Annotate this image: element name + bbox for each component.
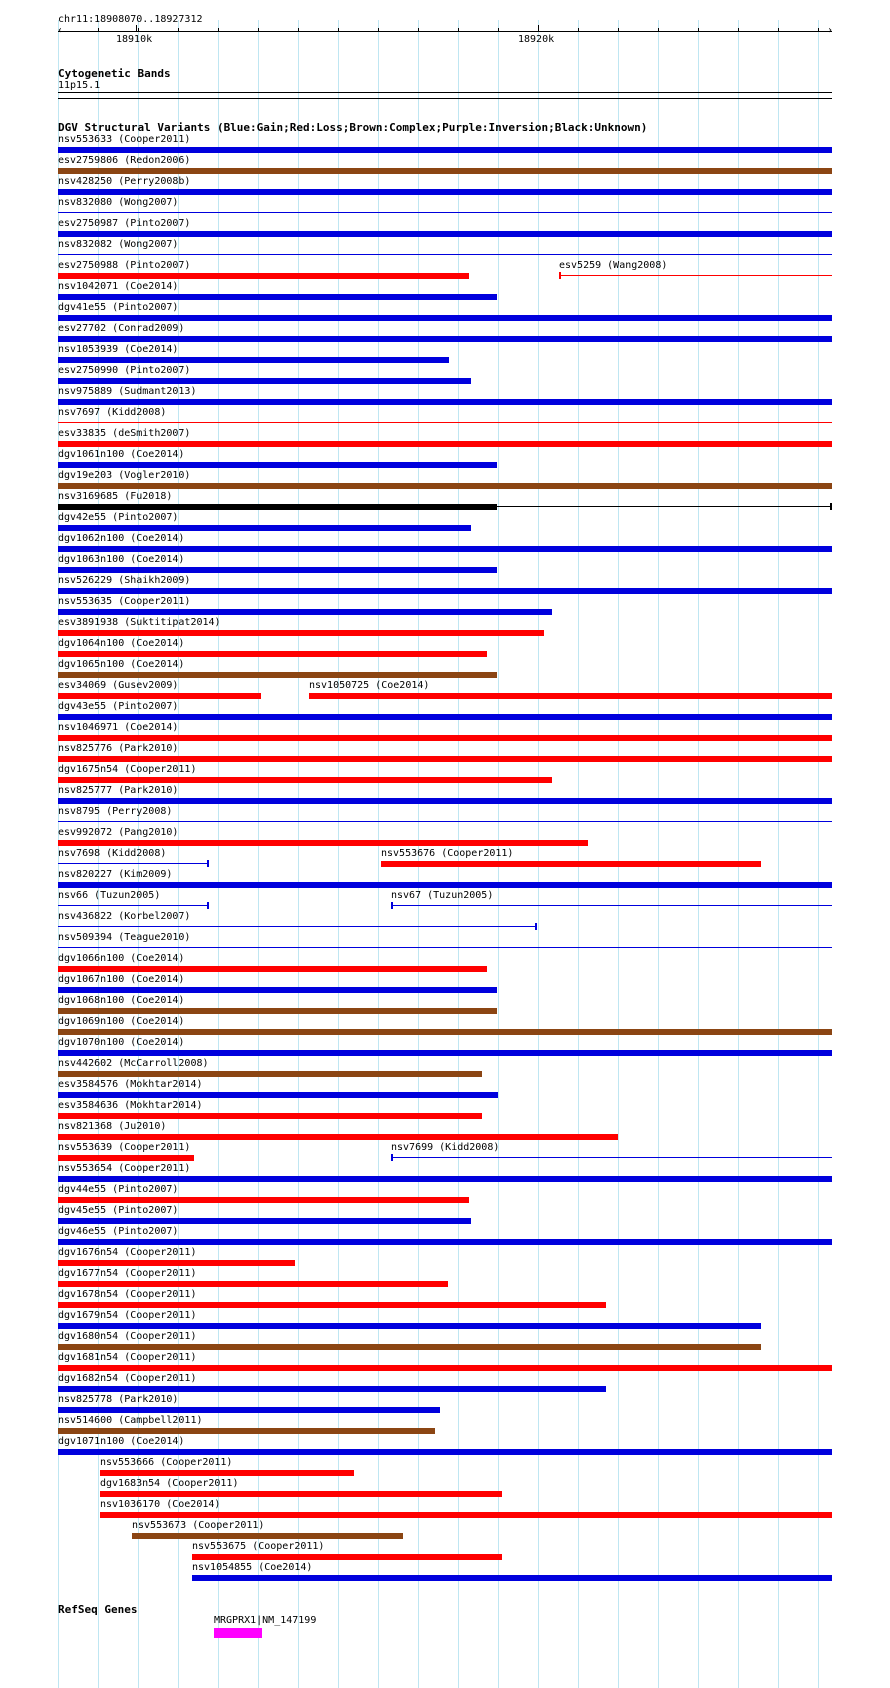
variant-label[interactable]: nsv825778 (Park2010) (58, 1394, 179, 1405)
variant-bar[interactable] (58, 1323, 761, 1329)
variant-label[interactable]: dgv1061n100 (Coe2014) (58, 449, 185, 460)
variant-bar-end-cap (207, 902, 209, 909)
variant-bar[interactable] (58, 966, 487, 972)
variant-bar[interactable] (58, 1113, 482, 1119)
variant-label[interactable]: dgv1070n100 (Coe2014) (58, 1037, 185, 1048)
variant-bar[interactable] (58, 357, 449, 363)
variant-label[interactable]: nsv553639 (Cooper2011) (58, 1142, 191, 1153)
refseq-track-title[interactable]: RefSeq Genes (58, 1603, 138, 1616)
variant-bar[interactable] (58, 336, 832, 342)
ruler-major-tick (136, 25, 137, 32)
ruler-minor-tick (658, 28, 659, 32)
ruler-minor-tick (778, 28, 779, 32)
variant-bar[interactable] (58, 1050, 832, 1056)
variant-bar-start-cap (559, 272, 561, 279)
variant-bar-start-cap (391, 902, 393, 909)
variant-bar-end-cap (535, 923, 537, 930)
variant-bar[interactable] (58, 462, 497, 468)
variant-label[interactable]: nsv553635 (Cooper2011) (58, 596, 191, 607)
variant-bar[interactable] (58, 1365, 832, 1371)
variant-bar[interactable] (58, 1386, 606, 1392)
variant-bar[interactable] (58, 273, 469, 279)
variant-label[interactable]: dgv1063n100 (Coe2014) (58, 554, 185, 565)
variant-bar[interactable] (559, 275, 832, 276)
ruler-minor-tick (178, 28, 179, 32)
variant-bar[interactable] (58, 168, 832, 174)
dgv-track-title[interactable]: DGV Structural Variants (Blue:Gain;Red:Loss;Brown:Complex;Purple:Inversion;Black:Unknown) (58, 121, 648, 134)
variant-bar[interactable] (58, 840, 588, 846)
variant-bar[interactable] (58, 1008, 497, 1014)
variant-bar[interactable] (58, 947, 832, 948)
variant-label[interactable]: nsv67 (Tuzun2005) (391, 890, 494, 901)
variant-label[interactable]: nsv553666 (Cooper2011) (100, 1457, 233, 1468)
ruler-minor-tick (498, 28, 499, 32)
gridline (218, 20, 219, 1688)
variant-label[interactable]: nsv66 (Tuzun2005) (58, 890, 161, 901)
variant-label[interactable]: dgv1682n54 (Cooper2011) (58, 1373, 197, 1384)
ruler-minor-tick (258, 28, 259, 32)
variant-bar[interactable] (58, 609, 552, 615)
variant-label[interactable]: dgv1062n100 (Coe2014) (58, 533, 185, 544)
variant-label[interactable]: esv33835 (deSmith2007) (58, 428, 191, 439)
variant-bar[interactable] (58, 1092, 498, 1098)
variant-bar[interactable] (58, 882, 832, 888)
variant-bar-end-cap (830, 503, 832, 510)
variant-label[interactable]: esv2750987 (Pinto2007) (58, 218, 191, 229)
variant-bar[interactable] (58, 1428, 435, 1434)
variant-label[interactable]: nsv1042071 (Coe2014) (58, 281, 179, 292)
variant-bar[interactable] (58, 1197, 469, 1203)
variant-bar[interactable] (192, 1575, 832, 1581)
variant-bar[interactable] (58, 756, 832, 762)
variant-label[interactable]: nsv832082 (Wong2007) (58, 239, 179, 250)
variant-bar[interactable] (132, 1533, 403, 1539)
ruler-minor-tick (378, 28, 379, 32)
variant-label[interactable]: nsv7698 (Kidd2008) (58, 848, 167, 859)
variant-label[interactable]: dgv44e55 (Pinto2007) (58, 1184, 179, 1195)
ruler-minor-tick (218, 28, 219, 32)
variant-label[interactable]: dgv1068n100 (Coe2014) (58, 995, 185, 1006)
variant-label[interactable]: esv34069 (Gusev2009) (58, 680, 179, 691)
variant-label[interactable]: esv3584576 (Mokhtar2014) (58, 1079, 203, 1090)
variant-label[interactable]: nsv553673 (Cooper2011) (132, 1520, 265, 1531)
variant-bar[interactable] (58, 714, 832, 720)
variant-label[interactable]: nsv553675 (Cooper2011) (192, 1541, 325, 1552)
variant-bar[interactable] (58, 777, 552, 783)
variant-bar[interactable] (58, 1218, 471, 1224)
variant-bar[interactable] (58, 399, 832, 405)
variant-label[interactable]: nsv1036170 (Coe2014) (100, 1499, 221, 1510)
variant-bar[interactable] (58, 1029, 832, 1035)
cytoband-label: 11p15.1 (58, 80, 101, 91)
variant-bar[interactable] (58, 987, 497, 993)
variant-bar[interactable] (100, 1512, 832, 1518)
gridline (738, 20, 739, 1688)
variant-bar[interactable] (58, 525, 471, 531)
variant-bar[interactable] (58, 147, 832, 153)
gridline (538, 20, 539, 1688)
variant-bar-end-cap (207, 860, 209, 867)
ruler-minor-tick (98, 28, 99, 32)
variant-bar[interactable] (309, 693, 832, 699)
variant-label[interactable]: dgv1069n100 (Coe2014) (58, 1016, 185, 1027)
variant-label[interactable]: nsv8795 (Perry2008) (58, 806, 173, 817)
variant-bar[interactable] (58, 1134, 618, 1140)
variant-label[interactable]: nsv832080 (Wong2007) (58, 197, 179, 208)
gridline (818, 20, 819, 1688)
variant-bar[interactable] (58, 905, 208, 906)
variant-bar[interactable] (58, 254, 832, 255)
variant-bar[interactable] (58, 672, 497, 678)
variant-bar[interactable] (58, 926, 536, 927)
ruler-tick-label: 18920k (518, 34, 555, 45)
variant-bar[interactable] (58, 546, 832, 552)
variant-label[interactable]: dgv1678n54 (Cooper2011) (58, 1289, 197, 1300)
variant-bar[interactable] (100, 1491, 502, 1497)
variant-label[interactable]: nsv3169685 (Fu2018) (58, 491, 173, 502)
variant-bar[interactable] (58, 1344, 761, 1350)
ruler-location: chr11:18908070..18927312 (58, 14, 203, 25)
variant-bar[interactable] (58, 422, 832, 423)
variant-bar[interactable] (58, 588, 832, 594)
variant-bar-start-cap (391, 1154, 393, 1161)
ruler-axis (58, 31, 832, 32)
variant-label[interactable]: nsv428250 (Perry2008b) (58, 176, 191, 187)
variant-bar[interactable] (58, 651, 487, 657)
variant-label[interactable]: nsv825776 (Park2010) (58, 743, 179, 754)
variant-bar[interactable] (58, 821, 832, 822)
cytoband-track-title[interactable]: Cytogenetic Bands (58, 67, 171, 80)
ruler-minor-tick (738, 28, 739, 32)
variant-bar[interactable] (58, 735, 832, 741)
variant-bar[interactable] (58, 1260, 295, 1266)
variant-label[interactable]: dgv1683n54 (Cooper2011) (100, 1478, 239, 1489)
ruler-tick-label: 18910k (116, 34, 153, 45)
variant-bar[interactable] (58, 483, 832, 489)
ruler-left-arrow: ‹ (57, 25, 64, 36)
variant-bar[interactable] (58, 693, 261, 699)
variant-bar[interactable] (58, 315, 832, 321)
variant-label[interactable]: nsv821368 (Ju2010) (58, 1121, 167, 1132)
variant-label[interactable]: nsv514600 (Campbell2011) (58, 1415, 203, 1426)
variant-label[interactable]: esv2759806 (Redon2006) (58, 155, 191, 166)
variant-bar[interactable] (58, 1449, 832, 1455)
variant-label[interactable]: nsv526229 (Shaikh2009) (58, 575, 191, 586)
gridline (298, 20, 299, 1688)
ruler-minor-tick (458, 28, 459, 32)
variant-label[interactable]: nsv825777 (Park2010) (58, 785, 179, 796)
ruler-minor-tick (578, 28, 579, 32)
variant-label[interactable]: nsv509394 (Teague2010) (58, 932, 191, 943)
variant-label[interactable]: nsv820227 (Kim2009) (58, 869, 173, 880)
variant-label[interactable]: nsv7697 (Kidd2008) (58, 407, 167, 418)
ruler-right-arrow: › (827, 25, 834, 36)
gene-bar[interactable] (214, 1628, 262, 1638)
variant-label[interactable]: dgv1071n100 (Coe2014) (58, 1436, 185, 1447)
ruler-minor-tick (418, 28, 419, 32)
variant-label[interactable]: dgv41e55 (Pinto2007) (58, 302, 179, 313)
ruler-minor-tick (138, 28, 139, 32)
track-separator (58, 98, 832, 99)
variant-bar[interactable] (58, 231, 832, 237)
variant-label[interactable]: esv3891938 (Suktitipat2014) (58, 617, 221, 628)
gridline (698, 20, 699, 1688)
variant-label[interactable]: dgv43e55 (Pinto2007) (58, 701, 179, 712)
variant-bar[interactable] (58, 189, 832, 195)
variant-label[interactable]: esv27702 (Conrad2009) (58, 323, 185, 334)
variant-bar[interactable] (58, 630, 544, 636)
variant-label[interactable]: esv5259 (Wang2008) (559, 260, 668, 271)
variant-label[interactable]: esv992072 (Pang2010) (58, 827, 179, 838)
variant-label[interactable]: nsv1050725 (Coe2014) (309, 680, 430, 691)
variant-bar[interactable] (58, 212, 832, 213)
variant-label[interactable]: dgv1067n100 (Coe2014) (58, 974, 185, 985)
variant-bar[interactable] (58, 1155, 194, 1161)
variant-bar[interactable] (58, 441, 832, 447)
variant-label[interactable]: dgv1681n54 (Cooper2011) (58, 1352, 197, 1363)
variant-bar[interactable] (58, 1281, 448, 1287)
variant-bar[interactable] (100, 1470, 354, 1476)
variant-bar-tail[interactable] (497, 506, 832, 507)
variant-label[interactable]: dgv1680n54 (Cooper2011) (58, 1331, 197, 1342)
variant-bar[interactable] (58, 1302, 606, 1308)
variant-label[interactable]: dgv1064n100 (Coe2014) (58, 638, 185, 649)
variant-label[interactable]: dgv1675n54 (Cooper2011) (58, 764, 197, 775)
variant-label[interactable]: nsv1054855 (Coe2014) (192, 1562, 313, 1573)
ruler-minor-tick (338, 28, 339, 32)
variant-label[interactable]: nsv436822 (Korbel2007) (58, 911, 191, 922)
variant-label[interactable]: nsv553633 (Cooper2011) (58, 134, 191, 145)
variant-bar[interactable] (58, 378, 471, 384)
ruler-minor-tick (298, 28, 299, 32)
variant-label[interactable]: dgv19e203 (Vogler2010) (58, 470, 191, 481)
variant-label[interactable]: dgv1676n54 (Cooper2011) (58, 1247, 197, 1258)
variant-label[interactable]: nsv1046971 (Coe2014) (58, 722, 179, 733)
ruler-minor-tick (698, 28, 699, 32)
ruler-minor-tick (818, 28, 819, 32)
variant-bar[interactable] (391, 1157, 832, 1158)
variant-label[interactable]: nsv7699 (Kidd2008) (391, 1142, 500, 1153)
variant-label[interactable]: nsv442602 (McCarroll2008) (58, 1058, 209, 1069)
variant-bar[interactable] (58, 504, 497, 510)
variant-label[interactable]: nsv553654 (Cooper2011) (58, 1163, 191, 1174)
variant-label[interactable]: esv2750988 (Pinto2007) (58, 260, 191, 271)
gridline (378, 20, 379, 1688)
gene-label[interactable]: MRGPRX1|NM_147199 (214, 1615, 317, 1626)
variant-label[interactable]: nsv1053939 (Coe2014) (58, 344, 179, 355)
variant-bar[interactable] (58, 1239, 832, 1245)
variant-label[interactable]: dgv46e55 (Pinto2007) (58, 1226, 179, 1237)
variant-bar[interactable] (58, 294, 497, 300)
gridline (778, 20, 779, 1688)
variant-bar[interactable] (58, 798, 832, 804)
cytoband-line (58, 92, 832, 93)
ruler-minor-tick (618, 28, 619, 32)
variant-bar[interactable] (381, 861, 761, 867)
variant-label[interactable]: dgv42e55 (Pinto2007) (58, 512, 179, 523)
variant-bar[interactable] (58, 567, 497, 573)
variant-label[interactable]: nsv975889 (Sudmant2013) (58, 386, 197, 397)
variant-bar[interactable] (58, 1407, 440, 1413)
gridline (338, 20, 339, 1688)
variant-label[interactable]: dgv1679n54 (Cooper2011) (58, 1310, 197, 1321)
variant-bar[interactable] (58, 863, 208, 864)
variant-bar[interactable] (58, 1176, 832, 1182)
variant-label[interactable]: esv3584636 (Mokhtar2014) (58, 1100, 203, 1111)
gridline (258, 20, 259, 1688)
variant-bar[interactable] (58, 1071, 482, 1077)
ruler-major-tick (538, 25, 539, 32)
variant-bar[interactable] (192, 1554, 502, 1560)
variant-label[interactable]: dgv1065n100 (Coe2014) (58, 659, 185, 670)
variant-label[interactable]: dgv1066n100 (Coe2014) (58, 953, 185, 964)
variant-label[interactable]: dgv1677n54 (Cooper2011) (58, 1268, 197, 1279)
variant-label[interactable]: nsv553676 (Cooper2011) (381, 848, 514, 859)
variant-label[interactable]: dgv45e55 (Pinto2007) (58, 1205, 179, 1216)
variant-label[interactable]: esv2750990 (Pinto2007) (58, 365, 191, 376)
variant-bar[interactable] (391, 905, 832, 906)
